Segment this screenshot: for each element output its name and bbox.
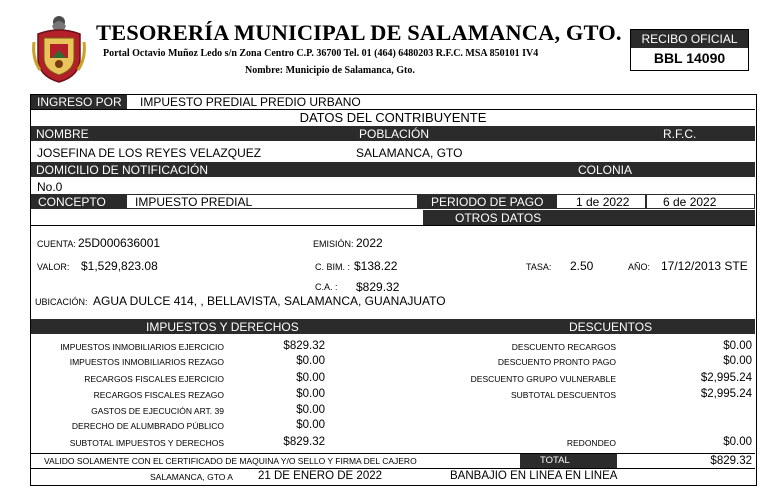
municipal-seal-logo (30, 14, 88, 84)
total-label: TOTAL (540, 455, 570, 466)
periodo-label: PERIODO DE PAGO (431, 195, 544, 209)
descuento-amount: $0.00 (723, 340, 752, 352)
descuentos-title: DESCUENTOS (569, 320, 653, 334)
treasury-address: Portal Octavio Muñoz Ledo s/n Zona Centro C.P. 36700 Tel. 01 (464) 6480203 R.F.C. MSA 850101 IV4 (103, 48, 539, 59)
impuesto-amount: $0.00 (296, 388, 325, 400)
receipt-number: BBL 14090 (653, 50, 726, 66)
impuesto-amount: $829.32 (283, 340, 325, 352)
contribuyente-nombre: JOSEFINA DE LOS REYES VELAZQUEZ (37, 146, 262, 160)
impuesto-label: IMPUESTOS INMOBILIARIOS EJERCICIO (60, 342, 224, 352)
tasa-value: 2.50 (570, 259, 594, 273)
receipt-label: RECIBO OFICIAL (631, 30, 748, 48)
lugar-text: SALAMANCA, GTO A (150, 472, 233, 482)
nombre-header-bar (31, 126, 755, 141)
impuesto-amount: $829.32 (283, 436, 325, 448)
contribuyente-poblacion: SALAMANCA, GTO (356, 146, 463, 160)
ingreso-label (31, 95, 127, 109)
redondeo-amount: $0.00 (723, 436, 752, 448)
ubicacion-value: AGUA DULCE 414, , BELLAVISTA, SALAMANCA, GUANAJUATO (93, 294, 446, 308)
impuestos-title: IMPUESTOS Y DERECHOS (146, 320, 299, 334)
impuesto-amount: $0.00 (296, 404, 325, 416)
ca-value: $829.32 (356, 280, 400, 294)
nombre-label: NOMBRE (36, 127, 89, 141)
descuento-amount: $2,995.24 (700, 388, 752, 400)
impuesto-label: RECARGOS FISCALES EJERCICIO (84, 374, 224, 384)
treasury-name-line: Nombre: Municipio de Salamanca, Gto. (245, 65, 415, 76)
descuento-label: DESCUENTO GRUPO VULNERABLE (470, 374, 616, 384)
total-label-box (520, 454, 617, 468)
cbim-label: C. BIM. : (315, 262, 351, 272)
emision-label: EMISIÓN: (313, 239, 354, 249)
banco-text: BANBAJIO EN LINEA EN LINEA (450, 470, 618, 482)
cbim-value: $138.22 (354, 259, 398, 273)
poblacion-label: POBLACIÓN (359, 127, 430, 141)
domicilio-header-bar (31, 162, 755, 177)
cuenta-value: 25D000636001 (78, 236, 161, 250)
domicilio-value: No.0 (37, 180, 63, 194)
otros-datos-title: OTROS DATOS (455, 211, 542, 225)
anio-value: 17/12/2013 STE (661, 259, 748, 273)
anio-label: AÑO: (628, 262, 651, 272)
domicilio-label: DOMICILIO DE NOTIFICACIÓN (36, 163, 209, 177)
contribuyente-title: DATOS DEL CONTRIBUYENTE (299, 110, 487, 125)
valor-value: $1,529,823.08 (81, 259, 158, 273)
impuesto-label: IMPUESTOS INMOBILIARIOS REZAGO (69, 357, 224, 367)
descuento-amount: $0.00 (723, 355, 752, 367)
impuesto-label: RECARGOS FISCALES REZAGO (93, 390, 224, 400)
descuento-label: DESCUENTO RECARGOS (511, 342, 616, 352)
descuento-amount: $2,995.24 (700, 372, 752, 384)
otros-datos-bar (423, 210, 755, 225)
colonia-label: COLONIA (578, 163, 633, 177)
concepto-value: IMPUESTO PREDIAL (135, 195, 253, 209)
impuesto-label: GASTOS DE EJECUCIÓN ART. 39 (91, 406, 224, 416)
tasa-label: TASA: (526, 262, 552, 272)
receipt-box (630, 29, 749, 71)
impuesto-amount: $0.00 (296, 355, 325, 367)
treasury-title: TESORERÍA MUNICIPAL DE SALAMANCA, GTO. (96, 20, 622, 45)
impuesto-label: SUBTOTAL IMPUESTOS Y DERECHOS (69, 438, 224, 448)
ubicacion-label: UBICACIÓN: (35, 297, 88, 307)
periodo-from: 1 de 2022 (576, 195, 630, 209)
redondeo-label: REDONDEO (566, 438, 616, 448)
impuestos-descuentos-bar (31, 319, 755, 334)
validez-note: VALIDO SOLAMENTE CON EL CERTIFICADO DE MAQUINA Y/O SELLO Y FIRMA DEL CAJERO (44, 456, 417, 466)
impuesto-amount: $0.00 (296, 372, 325, 384)
cuenta-label: CUENTA: (37, 239, 76, 249)
ingreso-value: IMPUESTO PREDIAL PREDIO URBANO (140, 95, 361, 109)
rfc-label: R.F.C. (663, 127, 697, 141)
total-amount: $829.32 (710, 455, 752, 467)
descuento-label: DESCUENTO PRONTO PAGO (497, 357, 616, 367)
fecha-text: 21 DE ENERO DE 2022 (258, 470, 383, 482)
concepto-label: CONCEPTO (38, 195, 106, 209)
descuento-label: SUBTOTAL DESCUENTOS (510, 390, 616, 400)
valor-label: VALOR: (37, 262, 70, 272)
periodo-to: 6 de 2022 (663, 195, 717, 209)
emision-value: 2022 (356, 236, 383, 250)
impuesto-amount: $0.00 (296, 419, 325, 431)
ingreso-label-text: INGRESO POR (37, 95, 122, 109)
ca-label: C.A. : (315, 282, 338, 292)
impuesto-label: DERECHO DE ALUMBRADO PÚBLICO (71, 421, 224, 431)
